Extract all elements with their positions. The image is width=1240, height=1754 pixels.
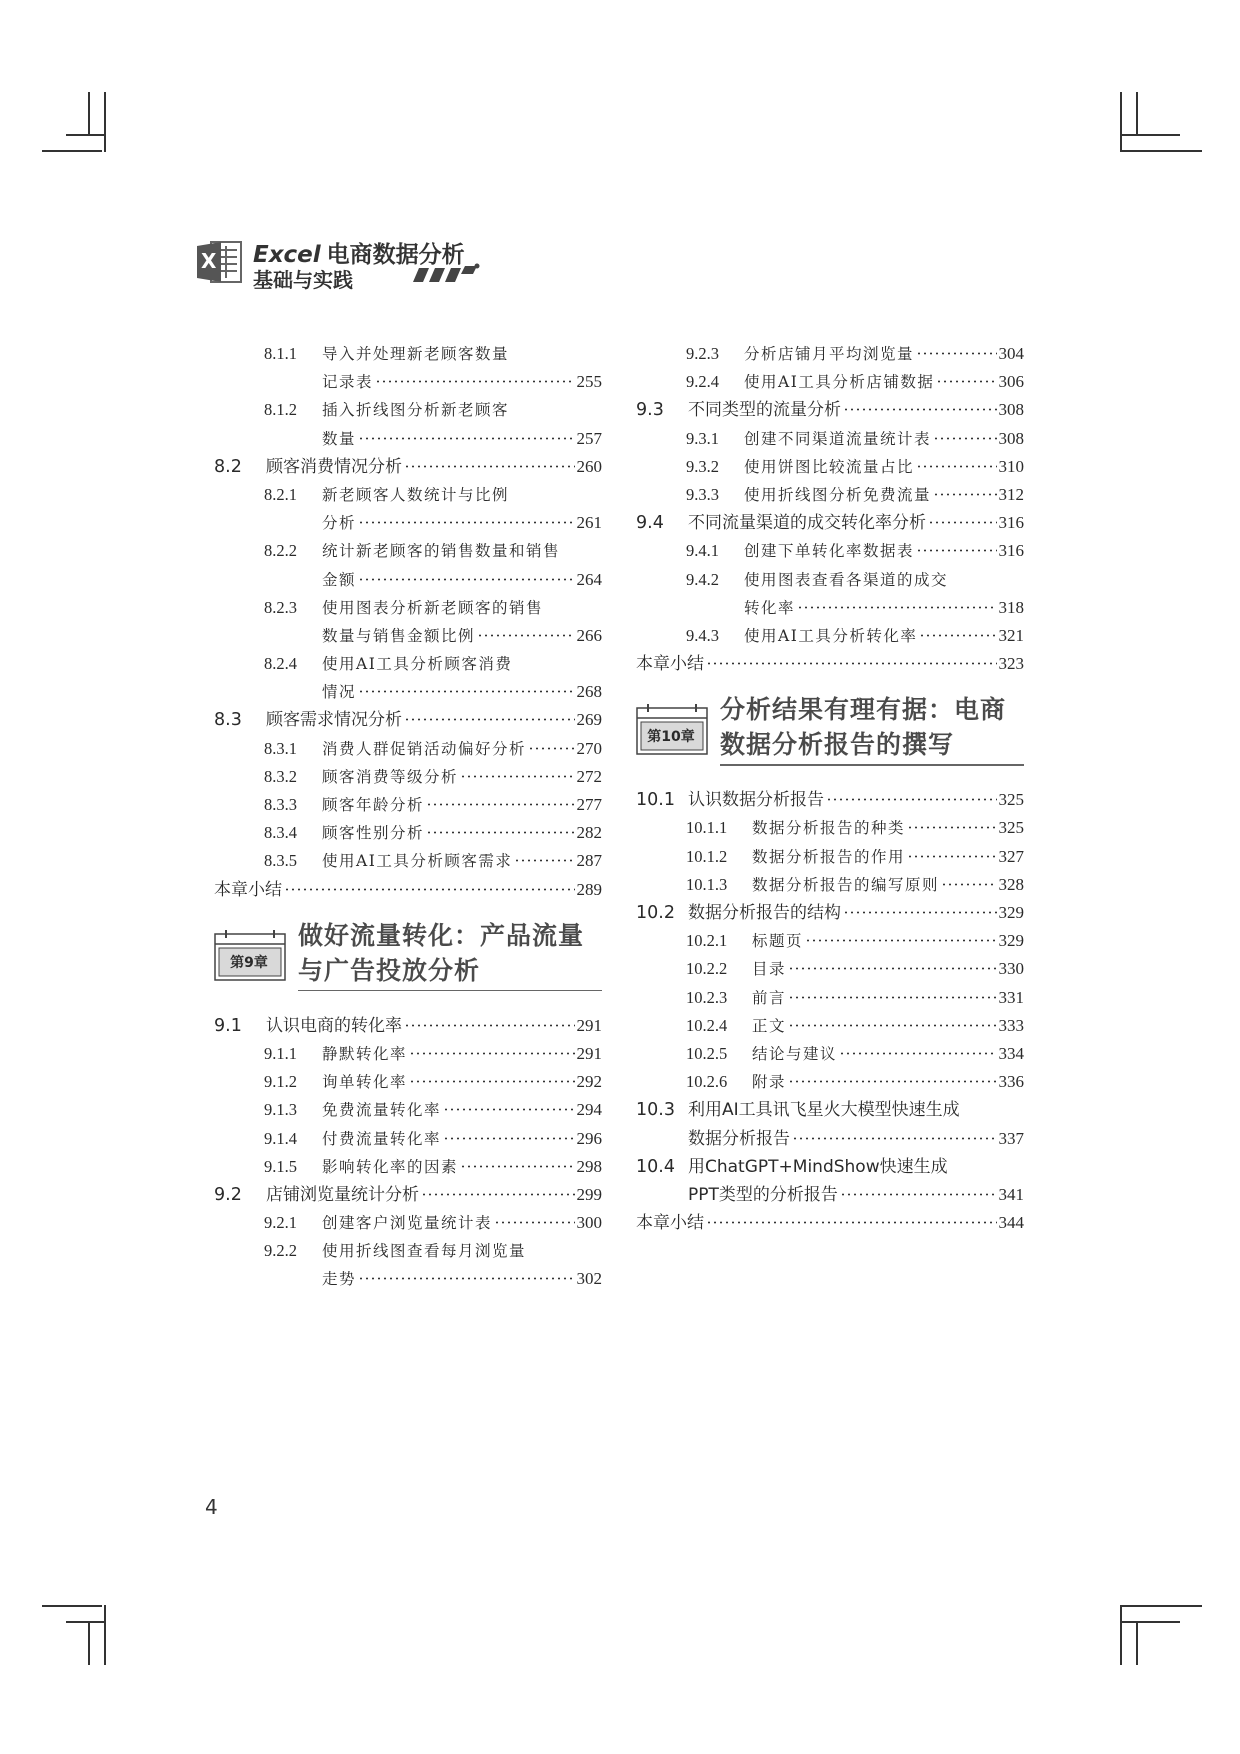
- toc-entry-10-1-3[interactable]: 10.1.3 数据分析报告的编写原则 328: [686, 874, 1024, 894]
- toc-entry-9-2-1[interactable]: 9.2.1 创建客户浏览量统计表 300: [264, 1213, 602, 1233]
- toc-entry-9-2-2-cont[interactable]: 走势 302: [322, 1269, 602, 1289]
- toc-entry-9-1-2[interactable]: 9.1.2 询单转化率 292: [264, 1072, 602, 1092]
- toc-section-8-3[interactable]: 8.3 顾客需求情况分析 269: [214, 710, 602, 731]
- toc-entry-8-1-1[interactable]: 8.1.1 导入并处理新老顾客数量: [264, 344, 510, 363]
- toc-entry-9-4-3[interactable]: 9.4.3 使用AI工具分析转化率 321: [686, 625, 1024, 645]
- toc-entry-8-2-2[interactable]: 8.2.2 统计新老顾客的销售数量和销售: [264, 541, 561, 561]
- leader-dots: [936, 380, 996, 383]
- leader-dots: [358, 690, 574, 693]
- leader-dots: [907, 826, 996, 829]
- toc-entry-8-3-3[interactable]: 8.3.3 顾客年龄分析 277: [264, 795, 602, 814]
- chapter-title: 做好流量转化：产品流量 与广告投放分析: [298, 920, 585, 985]
- toc-section-10-3-cont[interactable]: 数据分析报告 337: [688, 1128, 1024, 1149]
- toc-entry-8-3-2[interactable]: 8.3.2 顾客消费等级分析 272: [264, 766, 602, 786]
- chapter-10-heading[interactable]: [636, 678, 1024, 786]
- toc-section-10-4[interactable]: 10.4 用ChatGPT+MindShow快速生成: [636, 1156, 948, 1177]
- chapter-9-heading[interactable]: [214, 904, 602, 1012]
- book-subtitle: 基础与实践: [253, 268, 353, 292]
- leader-dots: [928, 521, 997, 524]
- toc-chapter-10-summary[interactable]: 本章小结 344: [636, 1213, 1024, 1234]
- toc-entry-10-1-2[interactable]: 10.1.2 数据分析报告的作用 327: [686, 846, 1024, 866]
- toc-entry-8-3-1[interactable]: 8.3.1 消费人群促销活动偏好分析 270: [264, 738, 602, 758]
- leader-dots: [375, 380, 574, 383]
- toc-entry-8-2-4-cont[interactable]: 情况 268: [322, 682, 602, 702]
- toc-section-8-2[interactable]: 8.2 顾客消费情况分析 260: [214, 456, 602, 477]
- toc-section-9-2[interactable]: 9.2 店铺浏览量统计分析 299: [214, 1184, 602, 1205]
- leader-dots: [404, 465, 575, 468]
- leader-dots: [426, 803, 574, 806]
- leader-dots: [826, 798, 997, 801]
- leader-dots: [843, 408, 997, 411]
- leader-dots: [916, 352, 996, 355]
- leader-dots: [843, 911, 997, 914]
- chapter-badge: 第9章: [214, 930, 284, 980]
- leader-dots: [941, 883, 996, 886]
- toc-section-10-3[interactable]: 10.3 利用AI工具讯飞星火大模型快速生成: [636, 1100, 960, 1121]
- leader-dots: [916, 549, 996, 552]
- toc-entry-9-3-1[interactable]: 9.3.1 创建不同渠道流量统计表 308: [686, 428, 1024, 448]
- toc-entry-9-1-4[interactable]: 9.1.4 付费流量转化率 296: [264, 1128, 602, 1148]
- toc-chapter-8-summary[interactable]: 本章小结 289: [214, 879, 602, 900]
- leader-dots: [805, 939, 996, 942]
- leader-dots: [788, 1024, 996, 1027]
- leader-dots: [421, 1193, 575, 1196]
- toc-entry-8-2-1-cont[interactable]: 分析 261: [322, 513, 602, 533]
- toc-entry-8-1-2[interactable]: 8.1.2 插入折线图分析新老顾客: [264, 400, 510, 420]
- leader-dots: [443, 1108, 574, 1111]
- leader-dots: [284, 888, 575, 891]
- toc-entry-10-2-4[interactable]: 10.2.4 正文 333: [686, 1015, 1024, 1035]
- toc-entry-9-2-4[interactable]: 9.2.4 使用AI工具分析店铺数据 306: [686, 372, 1024, 392]
- leader-dots: [839, 1052, 996, 1055]
- leader-dots: [840, 1193, 997, 1196]
- toc-entry-9-1-3[interactable]: 9.1.3 免费流量转化率 294: [264, 1100, 602, 1120]
- toc-entry-8-2-3[interactable]: 8.2.3 使用图表分析新老顾客的销售: [264, 597, 544, 617]
- toc-entry-8-2-4[interactable]: 8.2.4 使用AI工具分析顾客消费: [264, 654, 513, 674]
- toc-entry-9-3-3[interactable]: 9.3.3 使用折线图分析免费流量 312: [686, 484, 1024, 504]
- toc-section-10-2[interactable]: 10.2 数据分析报告的结构 329: [636, 903, 1024, 923]
- book-series-logo: [197, 236, 487, 292]
- toc-entry-10-2-2[interactable]: 10.2.2 目录 330: [686, 959, 1024, 979]
- leader-dots: [933, 437, 996, 440]
- toc-entry-9-2-3[interactable]: 9.2.3 分析店铺月平均浏览量 304: [686, 344, 1024, 363]
- toc-section-9-4[interactable]: 9.4 不同流量渠道的成交转化率分析 316: [636, 513, 1024, 534]
- book-title-main: 电商数据分析: [326, 242, 465, 268]
- toc-section-9-3[interactable]: 9.3 不同类型的流量分析 308: [636, 400, 1024, 421]
- leader-dots: [797, 606, 996, 609]
- toc-entry-8-3-5[interactable]: 8.3.5 使用AI工具分析顾客需求 287: [264, 851, 602, 871]
- toc-entry-8-2-1[interactable]: 8.2.1 新老顾客人数统计与比例: [264, 484, 510, 504]
- toc-entry-8-2-3-cont[interactable]: 数量与销售金额比例 266: [322, 625, 602, 645]
- chapter-title: 分析结果有理有据：电商 数据分析报告的撰写: [720, 695, 1007, 760]
- toc-entry-9-1-5[interactable]: 9.1.5 影响转化率的因素 298: [264, 1156, 602, 1176]
- toc-section-10-4-cont[interactable]: PPT类型的分析报告 341: [688, 1184, 1024, 1205]
- page-number: 4: [205, 1495, 218, 1519]
- leader-dots: [528, 747, 574, 750]
- leader-dots: [460, 775, 574, 778]
- leader-dots: [907, 855, 996, 858]
- leader-dots: [404, 1024, 575, 1027]
- leader-dots: [358, 1277, 574, 1280]
- chapter-title-rule: [720, 764, 1024, 766]
- excel-icon-letter: X: [201, 249, 217, 273]
- toc-entry-9-2-2[interactable]: 9.2.2 使用折线图查看每月浏览量: [264, 1241, 527, 1261]
- toc-left-column: [214, 340, 602, 1294]
- book-title-excel: Excel: [253, 242, 321, 268]
- toc-entry-8-2-2-cont[interactable]: 金额 264: [322, 569, 602, 589]
- toc-entry-8-1-1-cont[interactable]: 记录表 255: [322, 372, 602, 392]
- leader-dots: [919, 634, 996, 637]
- toc-entry-10-2-3[interactable]: 10.2.3 前言 331: [686, 987, 1024, 1007]
- leader-dots: [477, 634, 574, 637]
- toc-section-9-1[interactable]: 9.1 认识电商的转化率 291: [214, 1015, 602, 1036]
- decorative-stripes: [411, 262, 481, 284]
- leader-dots: [460, 1165, 574, 1168]
- toc-entry-9-4-2[interactable]: 9.4.2 使用图表查看各渠道的成交: [686, 569, 949, 589]
- leader-dots: [404, 718, 575, 721]
- toc-section-10-1[interactable]: 10.1 认识数据分析报告 325: [636, 790, 1024, 811]
- leader-dots: [788, 1080, 996, 1083]
- leader-dots: [706, 1221, 997, 1224]
- leader-dots: [358, 437, 574, 440]
- toc-chapter-9-summary[interactable]: 本章小结 323: [636, 654, 1024, 675]
- leader-dots: [358, 521, 574, 524]
- toc-entry-9-1-1[interactable]: 9.1.1 静默转化率 291: [264, 1043, 602, 1063]
- leader-dots: [933, 493, 996, 496]
- toc-entry-10-2-6[interactable]: 10.2.6 附录 336: [686, 1072, 1024, 1092]
- leader-dots: [409, 1080, 574, 1083]
- leader-dots: [792, 1137, 997, 1140]
- leader-dots: [494, 1221, 574, 1224]
- toc-entry-9-3-2[interactable]: 9.3.2 使用饼图比较流量占比 310: [686, 456, 1024, 476]
- leader-dots: [916, 465, 996, 468]
- leader-dots: [443, 1137, 574, 1140]
- toc-entry-10-1-1[interactable]: 10.1.1 数据分析报告的种类 325: [686, 818, 1024, 838]
- leader-dots: [514, 859, 574, 862]
- toc-entry-9-4-2-cont[interactable]: 转化率 318: [744, 597, 1024, 617]
- toc-entry-10-2-1[interactable]: 10.2.1 标题页 329: [686, 931, 1024, 951]
- toc-entry-9-4-1[interactable]: 9.4.1 创建下单转化率数据表 316: [686, 541, 1024, 561]
- leader-dots: [788, 996, 996, 999]
- leader-dots: [706, 662, 997, 665]
- leader-dots: [788, 967, 996, 970]
- toc-entry-8-1-2-cont[interactable]: 数量 257: [322, 428, 602, 448]
- toc-entry-10-2-5[interactable]: 10.2.5 结论与建议 334: [686, 1043, 1024, 1063]
- leader-dots: [358, 578, 574, 581]
- leader-dots: [409, 1052, 574, 1055]
- leader-dots: [426, 831, 574, 834]
- toc-right-column: [636, 340, 1024, 1237]
- chapter-badge: 第10章: [636, 704, 706, 754]
- toc-entry-8-3-4[interactable]: 8.3.4 顾客性别分析 282: [264, 823, 602, 843]
- chapter-title-rule: [298, 990, 602, 992]
